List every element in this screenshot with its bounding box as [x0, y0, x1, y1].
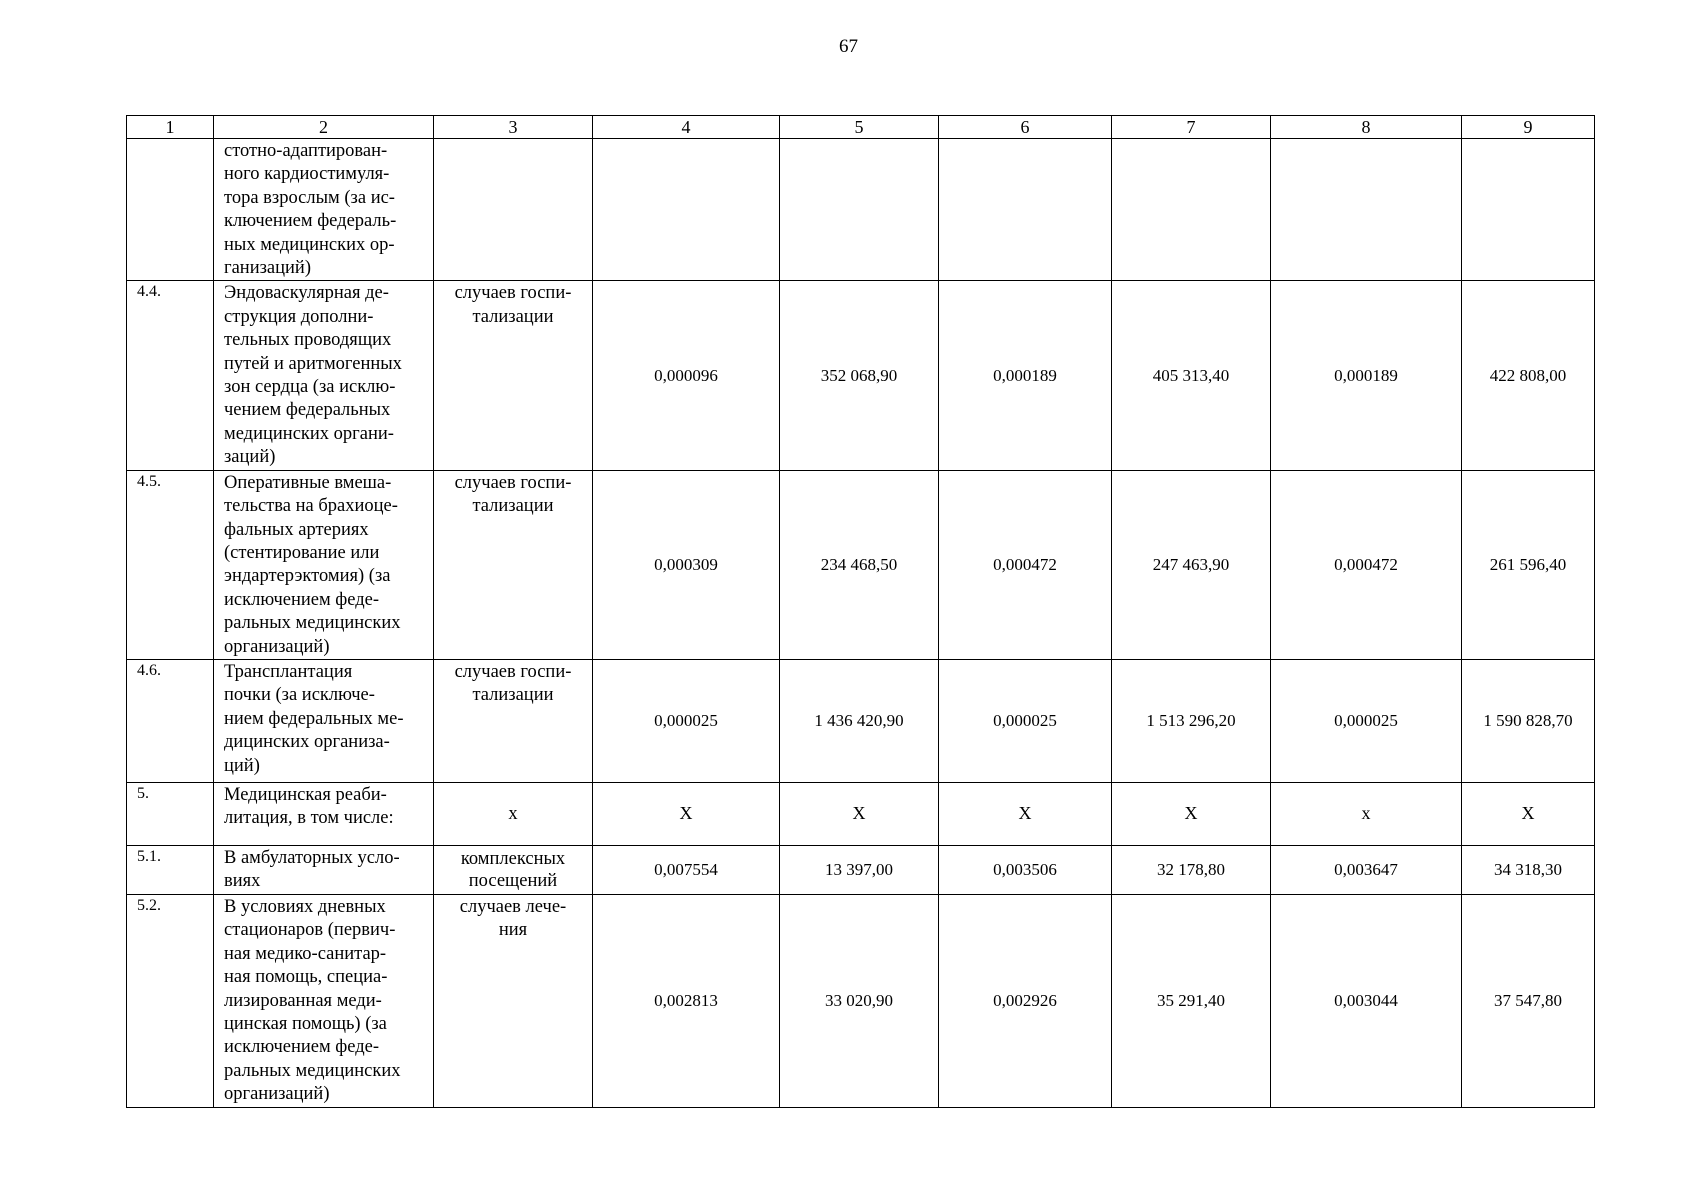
- value-cell: 0,003647: [1271, 845, 1462, 894]
- value-cell: 0,000309: [593, 470, 780, 659]
- unit-line: случаев госпи-: [454, 283, 572, 304]
- value-cell: Х: [780, 782, 939, 845]
- value-cell: 0,000025: [593, 659, 780, 782]
- value-cell: [1462, 139, 1595, 281]
- header-cell: 3: [434, 116, 593, 139]
- indicator-name-line: лизированная меди-: [224, 990, 382, 1011]
- header-cell: 1: [127, 116, 214, 139]
- unit-line: тализации: [472, 306, 554, 327]
- header-cell: 5: [780, 116, 939, 139]
- table-row: [127, 139, 1595, 281]
- unit-line: ния: [498, 920, 528, 941]
- value-cell: 422 808,00: [1462, 281, 1595, 470]
- value-cell: 0,003506: [939, 845, 1112, 894]
- indicator-name-line: Медицинская реаби-: [224, 784, 387, 805]
- value-cell: [1271, 139, 1462, 281]
- indicator-name-line: фальных артериях: [224, 519, 369, 540]
- indicator-name-line: В амбулаторных усло-: [224, 847, 400, 868]
- header-cell: 4: [593, 116, 780, 139]
- value-cell: 34 318,30: [1462, 845, 1595, 894]
- value-cell: 1 513 296,20: [1112, 659, 1271, 782]
- table-row: [127, 470, 1595, 659]
- indicator-name-line: ная медико-санитар-: [224, 943, 387, 964]
- unit-line: тализации: [472, 496, 554, 517]
- indicator-name-line: тельных проводящих: [224, 330, 392, 351]
- indicator-name-line: зон сердца (за исклю-: [224, 377, 396, 398]
- indicator-name-line: чением федеральных: [224, 400, 391, 421]
- indicator-name-cell: [214, 139, 434, 281]
- value-cell: 0,000189: [1271, 281, 1462, 470]
- row-number-cell: 4.5.: [127, 470, 214, 659]
- indicator-name-cell: [214, 782, 434, 845]
- value-cell: 1 436 420,90: [780, 659, 939, 782]
- value-cell: [939, 139, 1112, 281]
- value-cell: [1112, 139, 1271, 281]
- table-row: [127, 782, 1595, 845]
- indicator-name-line: заций): [224, 447, 276, 468]
- indicator-name-cell: [214, 281, 434, 470]
- indicator-name-line: ных медицинских ор-: [224, 234, 395, 255]
- indicator-name-cell: [214, 659, 434, 782]
- indicator-name-cell: [214, 894, 434, 1107]
- unit-line: посещений: [468, 870, 558, 891]
- header-cell: 9: [1462, 116, 1595, 139]
- value-cell: 0,000472: [939, 470, 1112, 659]
- value-cell: 35 291,40: [1112, 894, 1271, 1107]
- indicator-name-line: организаций): [224, 636, 330, 657]
- value-cell: Х: [1112, 782, 1271, 845]
- indicator-name-line: тора взрослым (за ис-: [224, 187, 395, 208]
- row-number-cell: 5.2.: [127, 894, 214, 1107]
- indicator-name-line: нием федеральных ме-: [224, 708, 404, 729]
- value-cell: 33 020,90: [780, 894, 939, 1107]
- indicator-name-line: Эндоваскулярная де-: [224, 283, 389, 304]
- unit-line: случаев лече-: [459, 896, 567, 917]
- indicator-name-line: медицинских органи-: [224, 423, 394, 444]
- value-cell: 234 468,50: [780, 470, 939, 659]
- row-number-cell: [127, 139, 214, 281]
- indicator-name-line: ная помощь, специа-: [224, 967, 388, 988]
- indicator-name-cell: [214, 845, 434, 894]
- value-cell: 13 397,00: [780, 845, 939, 894]
- indicator-name-line: струкция дополни-: [224, 306, 374, 327]
- indicator-name-line: почки (за исключе-: [224, 685, 375, 706]
- unit-line: случаев госпи-: [454, 661, 572, 682]
- value-cell: 0,000096: [593, 281, 780, 470]
- indicator-name-line: ций): [224, 755, 260, 776]
- indicator-name-line: путей и аритмогенных: [224, 353, 402, 374]
- unit-cell: [434, 845, 593, 894]
- value-cell: Х: [1462, 782, 1595, 845]
- value-cell: 0,007554: [593, 845, 780, 894]
- value-cell: 405 313,40: [1112, 281, 1271, 470]
- header-cell: 7: [1112, 116, 1271, 139]
- page-number: 67: [839, 36, 858, 57]
- value-cell: х: [1271, 782, 1462, 845]
- table-row: [127, 845, 1595, 894]
- unit-line: комплексных: [460, 848, 566, 869]
- header-cell: 6: [939, 116, 1112, 139]
- indicator-name-line: стационаров (первич-: [224, 920, 396, 941]
- indicator-name-line: Трансплантация: [224, 661, 353, 682]
- header-row: [127, 116, 1595, 139]
- value-cell: 1 590 828,70: [1462, 659, 1595, 782]
- row-number-cell: 4.6.: [127, 659, 214, 782]
- table-row: [127, 894, 1595, 1107]
- unit-cell: [434, 281, 593, 470]
- indicator-name-line: исключением феде-: [224, 589, 380, 610]
- value-cell: 32 178,80: [1112, 845, 1271, 894]
- unit-cell: х: [434, 782, 593, 845]
- indicator-name-cell: [214, 470, 434, 659]
- value-cell: 0,000472: [1271, 470, 1462, 659]
- indicator-name-line: стотно-адаптирован-: [224, 141, 388, 161]
- indicator-name-line: тельства на брахиоце-: [224, 496, 398, 517]
- data-table: [126, 115, 1595, 1108]
- row-number-cell: 4.4.: [127, 281, 214, 470]
- value-cell: 0,002813: [593, 894, 780, 1107]
- indicator-name-line: виях: [224, 871, 261, 892]
- indicator-name-line: ключением федераль-: [224, 211, 397, 232]
- unit-cell: [434, 659, 593, 782]
- unit-cell: [434, 139, 593, 281]
- value-cell: 0,000025: [1271, 659, 1462, 782]
- value-cell: [780, 139, 939, 281]
- unit-line: случаев госпи-: [454, 472, 572, 493]
- indicator-name-line: ральных медицинских: [224, 613, 401, 634]
- value-cell: 261 596,40: [1462, 470, 1595, 659]
- value-cell: Х: [593, 782, 780, 845]
- value-cell: 247 463,90: [1112, 470, 1271, 659]
- header-cell: 2: [214, 116, 434, 139]
- value-cell: 0,002926: [939, 894, 1112, 1107]
- header-cell: 8: [1271, 116, 1462, 139]
- indicator-name-line: ганизаций): [224, 258, 311, 279]
- indicator-name-line: ного кардиостимуля-: [224, 164, 390, 185]
- value-cell: 0,000025: [939, 659, 1112, 782]
- table-row: [127, 659, 1595, 782]
- unit-cell: [434, 470, 593, 659]
- indicator-name-line: эндартерэктомия) (за: [224, 566, 391, 587]
- indicator-name-line: организаций): [224, 1084, 330, 1105]
- indicator-name-line: цинская помощь) (за: [224, 1013, 387, 1034]
- unit-cell: [434, 894, 593, 1107]
- indicator-name-line: литация, в том числе:: [224, 808, 394, 829]
- indicator-name-line: В условиях дневных: [224, 896, 386, 917]
- row-number-cell: 5.1.: [127, 845, 214, 894]
- value-cell: 0,003044: [1271, 894, 1462, 1107]
- indicator-name-line: дицинских организа-: [224, 732, 390, 753]
- indicator-name-line: Оперативные вмеша-: [224, 472, 392, 493]
- indicator-name-line: исключением феде-: [224, 1037, 380, 1058]
- value-cell: [593, 139, 780, 281]
- unit-line: тализации: [472, 685, 554, 706]
- value-cell: 352 068,90: [780, 281, 939, 470]
- value-cell: 0,000189: [939, 281, 1112, 470]
- indicator-name-line: (стентирование или: [224, 542, 380, 563]
- value-cell: Х: [939, 782, 1112, 845]
- row-number-cell: 5.: [127, 782, 214, 845]
- table-row: [127, 281, 1595, 470]
- value-cell: 37 547,80: [1462, 894, 1595, 1107]
- indicator-name-line: ральных медицинских: [224, 1060, 401, 1081]
